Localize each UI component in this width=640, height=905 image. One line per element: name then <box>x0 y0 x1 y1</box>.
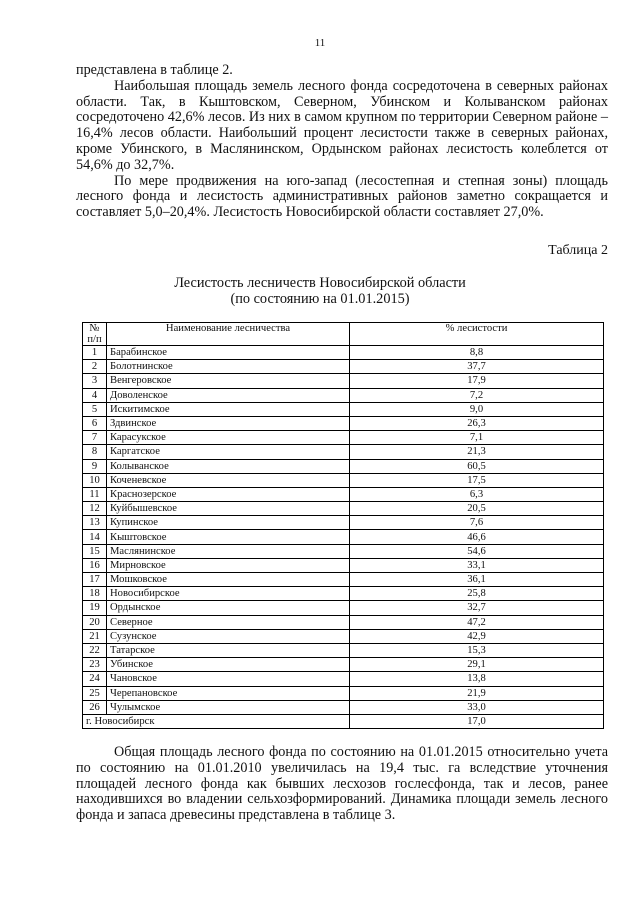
table-row <box>83 629 604 643</box>
row-number: 5 <box>83 402 107 416</box>
row-forestry-name: Чулымское <box>107 700 350 714</box>
table-total-row <box>83 714 604 728</box>
table-row <box>83 374 604 388</box>
paragraph-continuation: представлена в таблице 2. <box>76 62 233 78</box>
table-row <box>83 658 604 672</box>
table-row <box>83 459 604 473</box>
row-number: 4 <box>83 388 107 402</box>
row-forest-cover: 25,8 <box>350 587 604 601</box>
row-forest-cover: 26,3 <box>350 416 604 430</box>
table-row <box>83 487 604 501</box>
table-title <box>0 275 640 307</box>
row-number: 12 <box>83 502 107 516</box>
row-forest-cover: 33,0 <box>350 700 604 714</box>
row-forest-cover: 47,2 <box>350 615 604 629</box>
row-forestry-name: Татарское <box>107 643 350 657</box>
row-number: 15 <box>83 544 107 558</box>
row-forest-cover: 21,3 <box>350 445 604 459</box>
row-forestry-name: Венгеровское <box>107 374 350 388</box>
table-row <box>83 672 604 686</box>
row-number: 10 <box>83 473 107 487</box>
row-forest-cover: 9,0 <box>350 402 604 416</box>
row-forest-cover: 7,1 <box>350 431 604 445</box>
row-number: 16 <box>83 558 107 572</box>
row-forestry-name: Искитимское <box>107 402 350 416</box>
row-forest-cover: 7,2 <box>350 388 604 402</box>
table-body <box>83 346 604 729</box>
row-forestry-name: Новосибирское <box>107 587 350 601</box>
table-row <box>83 530 604 544</box>
table-row <box>83 615 604 629</box>
paragraph-northern-districts: Наибольшая площадь земель лесного фонда сосредоточена в северных районах области. Так, в Кыштовском, Северном, Убинском и Колыванском районах сосредоточено 42,6% лесов. Из них в самом крупном по территории Северном районе – 16,4% лесов области. Наибольший процент лесистости также в северных районах, кроме Убинского, в Маслянинском, Ордынском районах лесистость колеблется от 54,6% до 32,7%. <box>76 77 608 173</box>
table-row <box>83 502 604 516</box>
row-number: 14 <box>83 530 107 544</box>
row-forestry-name: Здвинское <box>107 416 350 430</box>
forest-cover-table <box>82 322 604 729</box>
page-number: 11 <box>314 37 326 49</box>
table-row <box>83 402 604 416</box>
row-number: 13 <box>83 516 107 530</box>
row-number: 17 <box>83 573 107 587</box>
row-forestry-name: Маслянинское <box>107 544 350 558</box>
row-forest-cover: 60,5 <box>350 459 604 473</box>
row-forest-cover: 42,9 <box>350 629 604 643</box>
intro-text <box>76 63 608 221</box>
header-forest-cover: % лесистости <box>350 323 604 346</box>
row-number: 11 <box>83 487 107 501</box>
row-forestry-name: Купинское <box>107 516 350 530</box>
row-number: 26 <box>83 700 107 714</box>
row-forestry-name: Мошковское <box>107 573 350 587</box>
table-label: Таблица 2 <box>548 243 608 258</box>
row-forestry-name: Доволенское <box>107 388 350 402</box>
row-number: 25 <box>83 686 107 700</box>
paragraph-southwest-districts: По мере продвижения на юго-запад (лесостепная и степная зоны) площадь лесного фонда и лесистость административных районов заметно сокращается и составляет 5,0–20,4%. Лесистость Новосибирской области составляет 27,0%. <box>76 172 608 221</box>
row-forestry-name: Северное <box>107 615 350 629</box>
table-row <box>83 601 604 615</box>
row-forestry-name: Краснозерское <box>107 487 350 501</box>
row-forest-cover: 21,9 <box>350 686 604 700</box>
table-row <box>83 416 604 430</box>
row-number: 22 <box>83 643 107 657</box>
row-forest-cover: 33,1 <box>350 558 604 572</box>
row-number: 21 <box>83 629 107 643</box>
row-forestry-name: Карасукское <box>107 431 350 445</box>
row-number: 23 <box>83 658 107 672</box>
table-row <box>83 388 604 402</box>
table-row <box>83 431 604 445</box>
table-row <box>83 573 604 587</box>
table-row <box>83 346 604 360</box>
row-forest-cover: 46,6 <box>350 530 604 544</box>
row-number: 1 <box>83 346 107 360</box>
table-title-line1: Лесистость лесничеств Новосибирской области <box>174 275 466 291</box>
paragraph-total-area: Общая площадь лесного фонда по состоянию на 01.01.2015 относительно учета по состоянию на 01.01.2010 увеличилась на 19,4 тыс. га вследствие уточнения площадей лесного фонда как бывших лесхозов гослесфонда, так и лесов, ранее находившихся во владении сельхозформирований. Динамика площади земель лесного фонда и запаса древесины представлена в таблице 3. <box>76 744 608 824</box>
row-forestry-name: Каргатское <box>107 445 350 459</box>
header-number: № п/п <box>83 323 107 346</box>
row-number: 19 <box>83 601 107 615</box>
row-forest-cover: 7,6 <box>350 516 604 530</box>
table-row <box>83 643 604 657</box>
closing-text <box>76 745 608 824</box>
row-number: 18 <box>83 587 107 601</box>
row-number: 20 <box>83 615 107 629</box>
row-number: 8 <box>83 445 107 459</box>
row-number: 2 <box>83 360 107 374</box>
table-row <box>83 686 604 700</box>
row-forest-cover: 17,5 <box>350 473 604 487</box>
table-row <box>83 445 604 459</box>
row-forest-cover: 32,7 <box>350 601 604 615</box>
row-forestry-name: Куйбышевское <box>107 502 350 516</box>
row-forestry-name: Колыванское <box>107 459 350 473</box>
table-row <box>83 700 604 714</box>
row-forest-cover: 54,6 <box>350 544 604 558</box>
row-forest-cover: 15,3 <box>350 643 604 657</box>
table-row <box>83 516 604 530</box>
row-forest-cover: 17,9 <box>350 374 604 388</box>
row-forestry-name: Сузунское <box>107 629 350 643</box>
row-forestry-name: Черепановское <box>107 686 350 700</box>
row-number: 7 <box>83 431 107 445</box>
row-number: 24 <box>83 672 107 686</box>
row-forestry-name: Мирновское <box>107 558 350 572</box>
row-forest-cover: 29,1 <box>350 658 604 672</box>
row-forestry-name: Кыштовское <box>107 530 350 544</box>
table-row <box>83 360 604 374</box>
row-forest-cover: 37,7 <box>350 360 604 374</box>
table-row <box>83 587 604 601</box>
total-row-name: г. Новосибирск <box>83 714 350 728</box>
row-forestry-name: Убинское <box>107 658 350 672</box>
total-row-forest-cover: 17,0 <box>350 714 604 728</box>
row-forestry-name: Ордынское <box>107 601 350 615</box>
row-forestry-name: Барабинское <box>107 346 350 360</box>
header-forestry-name: Наименование лесничества <box>107 323 350 346</box>
row-forest-cover: 36,1 <box>350 573 604 587</box>
table-row <box>83 544 604 558</box>
row-forest-cover: 6,3 <box>350 487 604 501</box>
table-title-line2: (по состоянию на 01.01.2015) <box>230 291 410 307</box>
row-forest-cover: 8,8 <box>350 346 604 360</box>
row-forest-cover: 13,8 <box>350 672 604 686</box>
row-forest-cover: 20,5 <box>350 502 604 516</box>
row-forestry-name: Болотнинское <box>107 360 350 374</box>
table-row <box>83 558 604 572</box>
row-number: 6 <box>83 416 107 430</box>
table-header-row <box>83 323 604 346</box>
row-forestry-name: Чановское <box>107 672 350 686</box>
table-row <box>83 473 604 487</box>
row-forestry-name: Коченевское <box>107 473 350 487</box>
row-number: 3 <box>83 374 107 388</box>
row-number: 9 <box>83 459 107 473</box>
